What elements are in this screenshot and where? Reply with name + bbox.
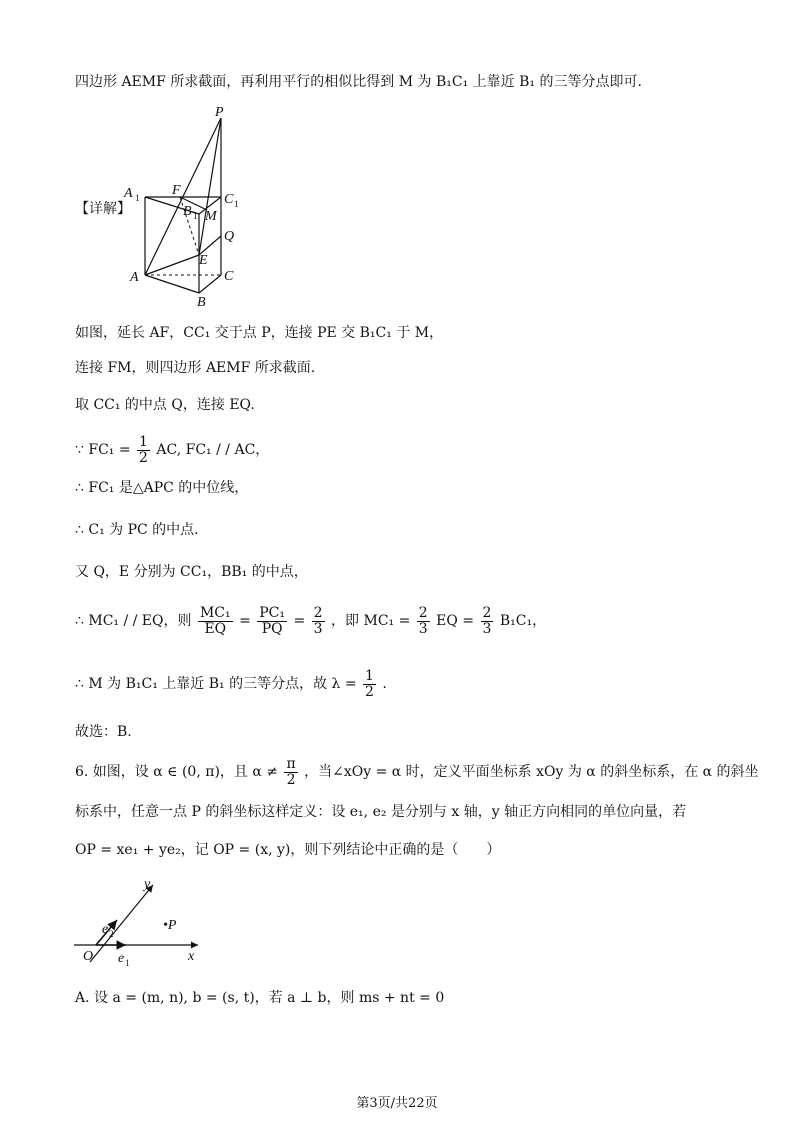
label-A: A — [130, 270, 139, 285]
question-6-line-3: OP = xe₁ + ye₂，记 OP = (x, y)，则下列结论中正确的是（ ） — [75, 842, 501, 858]
page-footer: 第3页/共22页 — [356, 1096, 438, 1111]
label-C1: C — [224, 192, 234, 207]
detail-label: 【详解】 — [75, 201, 131, 217]
label-B1: B — [183, 204, 192, 219]
text-line-8: 又 Q，E 分别为 CC₁，BB₁ 的中点， — [75, 564, 308, 580]
option-a: A. 设 a = (m, n), b = (s, t)，若 a ⊥ b，则 ms + nt = 0 — [75, 990, 445, 1006]
prism-figure — [115, 100, 255, 310]
fraction-mc1-eq: $\frac{\text{MC₁}}{EQ}$ — [199, 604, 231, 637]
text-line-2: 如图，延长 AF，CC₁ 交于点 P，连接 PE 交 B₁C₁ 于 M， — [75, 325, 444, 341]
label-M: M — [205, 209, 217, 224]
question-6-line-2: 标系中，任意一点 P 的斜坐标这样定义：设 e₁, e₂ 是分别与 x 轴，y 轴正方向相同的单位向量，若 — [75, 804, 687, 820]
fraction-half: $\frac{1}{2}$ — [139, 433, 148, 466]
text-line-1: 四边形 AEMF 所求截面，再利用平行的相似比得到 M 为 B₁C₁ 上靠近 B₁ 的三等分点即可. — [75, 74, 642, 90]
origin-label: O — [83, 949, 94, 964]
e2-sub: 2 — [109, 929, 114, 939]
fraction-pi-half: $\frac{\pi}{2}$ — [286, 755, 296, 788]
label-B: B — [197, 295, 206, 310]
e2-label: e — [102, 922, 109, 937]
text-line-11: 故选：B. — [75, 724, 132, 740]
label-Q: Q — [224, 229, 235, 244]
point-P-label: •P — [163, 918, 177, 933]
axis-y-label: y — [144, 877, 151, 892]
label-B1-sub: 1 — [193, 211, 198, 221]
text-line-9: ∴ MC₁ / / EQ，则 $\frac{\text{MC₁}}{EQ}$ = $\frac{\text{PC₁}}{PQ}$ = $\frac{2}{3}$ ，即 MC₁ = $\frac{2}{3}$ EQ = $\frac{2}{3}$ B₁C₁， — [75, 604, 547, 637]
oblique-axes-figure — [70, 872, 210, 968]
label-C: C — [224, 269, 234, 284]
text-line-10: ∴ M 为 B₁C₁ 上靠近 B₁ 的三等分点，故 λ = $\frac{1}{2}$ . — [75, 667, 387, 700]
fraction-two-thirds-3: $\frac{2}{3}$ — [482, 604, 492, 637]
label-C1-sub: 1 — [234, 199, 239, 209]
e1-sub: 1 — [125, 958, 130, 968]
fraction-two-thirds-1: $\frac{2}{3}$ — [313, 604, 323, 637]
label-E: E — [199, 253, 208, 268]
fraction-pc1-pq: $\frac{\text{PC₁}}{PQ}$ — [259, 604, 286, 637]
text-line-4: 取 CC₁ 的中点 Q，连接 EQ. — [75, 397, 255, 413]
label-A1-sub: 1 — [135, 193, 140, 203]
question-6-line-1: 6. 如图，设 α ∈ (0, π)，且 α ≠ $\frac{\pi}{2}$ ，当∠xOy = α 时，定义平面坐标系 xOy 为 α 的斜坐标系，在 α 的斜坐 — [75, 755, 759, 788]
fraction-lambda: $\frac{1}{2}$ — [365, 667, 374, 700]
text-line-6: ∴ FC₁ 是△APC 的中位线， — [75, 480, 249, 496]
label-F: F — [172, 183, 181, 198]
text-line-5: ∵ FC₁ = $\frac{1}{2}$ AC, FC₁ / / AC， — [75, 433, 270, 466]
label-A1: A — [124, 186, 133, 201]
e1-label: e — [118, 951, 125, 966]
fraction-two-thirds-2: $\frac{2}{3}$ — [418, 604, 428, 637]
axis-x-label: x — [188, 949, 195, 964]
label-P: P — [215, 105, 224, 120]
text-line-7: ∴ C₁ 为 PC 的中点. — [75, 522, 199, 538]
text-line-3: 连接 FM，则四边形 AEMF 所求截面. — [75, 360, 316, 376]
